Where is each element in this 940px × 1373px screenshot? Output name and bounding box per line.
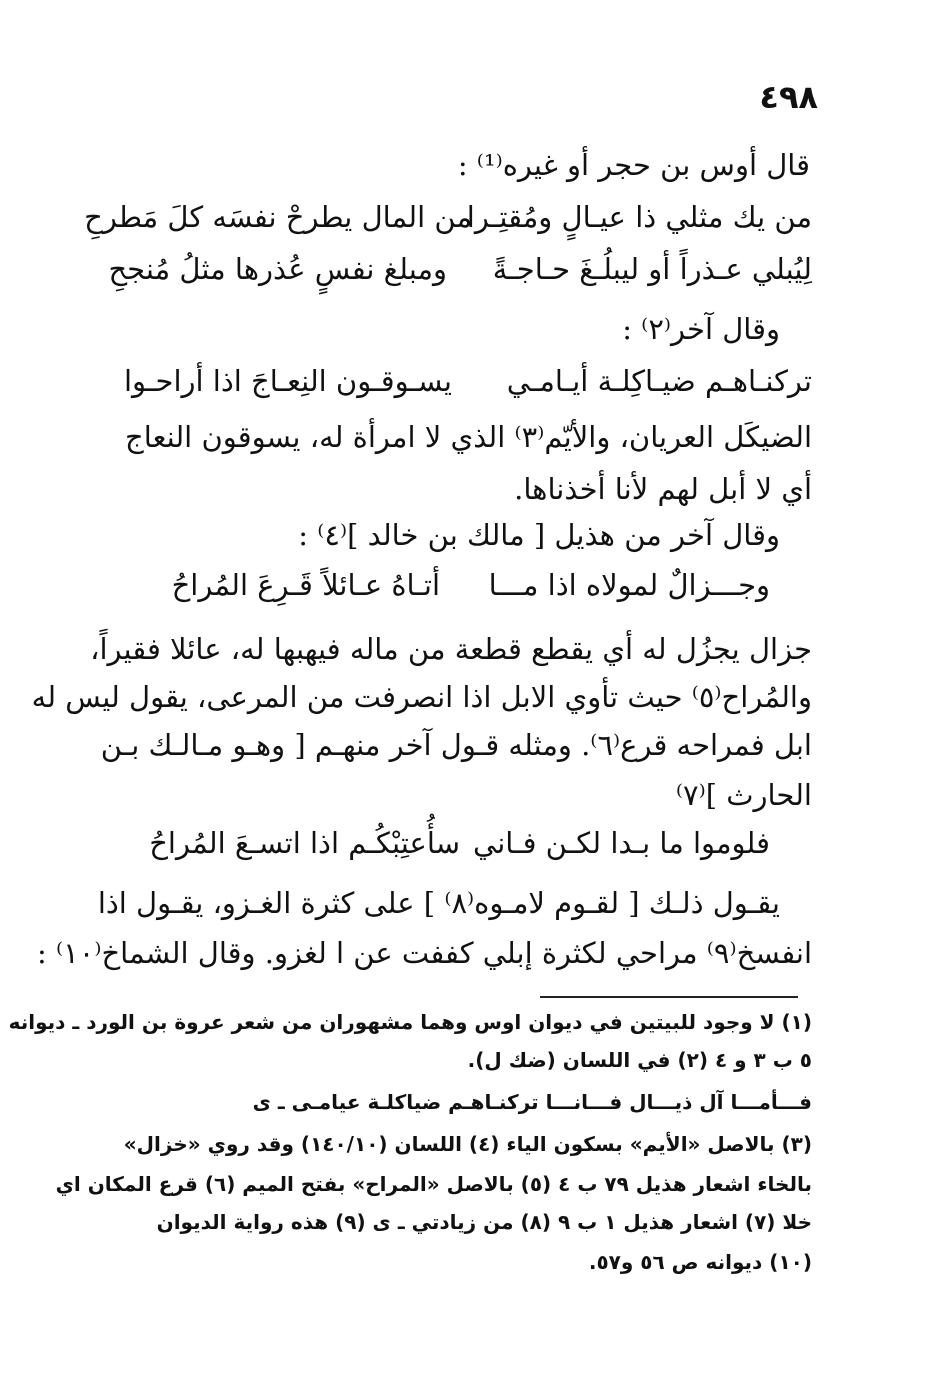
intro-line: قال أوس بن حجر أو غيره⁽¹⁾ : [457, 148, 810, 182]
verse-second-hemistich: أتـاهُ عـائلاً قَـرِعَ المُراحُ [171, 568, 440, 602]
footnote-line: فـــأمـــا آل ذيـــال فـــانـــا تركنـاهـم ضياكلـة عيامـى ـ ى [252, 1090, 812, 1114]
prose-line: والمُراح⁽٥⁾ حيث تأوي الابل اذا انصرفت من المرعى، يقول ليس له [31, 680, 812, 714]
verse-first-hemistich: تركنـاهـم ضيـاكِلـة أيـامـي [506, 364, 812, 398]
prose-line: انفسخ⁽٩⁾ مراحي لكثرة إبلي كففت عن ا لغزو. وقال الشماخ⁽١٠⁾ : [37, 936, 812, 970]
prose-line: أي لا أبل لهم لأنا أخذناها. [514, 472, 812, 506]
intro-line: وقال آخر من هذيل [ مالك بن خالد ]⁽٤⁾ : [298, 518, 780, 552]
footnote-line: (١) لا وجود للبيتين في ديوان اوس وهما مشهوران من شعر عروة بن الورد ـ ديوانه [8, 1010, 812, 1034]
footnote-line: (٣) بالاصل «الأيم» بسكون الياء (٤) اللسان (١٤٠/١٠) وقد روي «خزال» [123, 1132, 812, 1156]
verse-first-hemistich: لِيُبلي عـذراً أو ليبلُـغَ حـاجـةً [492, 252, 812, 286]
intro-line: وقال آخر⁽٢⁾ : [622, 312, 780, 346]
prose-line: الضيكَل العريان، والأيّم⁽٣⁾ الذي لا امرأة له، يسوقون النعاج [125, 420, 812, 454]
prose-line: ابل فمراحه قرع⁽٦⁾. ومثله قـول آخر منهـم [ وهـو مـالـك بـن [100, 728, 812, 762]
prose-line: الحارث ]⁽٧⁾ [675, 778, 812, 812]
footnote-line: (١٠) ديوانه ص ٥٦ و٥٧. [588, 1250, 812, 1274]
verse-second-hemistich: سأُعتِبْكُـم اذا اتسـعَ المُراحُ [149, 826, 460, 860]
verse-first-hemistich: من يك مثلي ذا عيـالٍ ومُقتِـرا [466, 200, 812, 234]
footnote-separator [540, 996, 798, 998]
prose-line: يقـول ذلـك [ لقـوم لامـوه⁽٨⁾ ] على كثرة الغـزو، يقـول اذا [97, 886, 780, 920]
page-number: ٤٩٨ [759, 78, 818, 116]
prose-line: جزال يجزُل له أي يقطع قطعة من ماله فيهبها له، عائلا فقيراً، [90, 632, 812, 666]
verse-second-hemistich: يسـوقـون النِعـاجَ اذا أراحـوا [123, 364, 452, 398]
verse-second-hemistich: ومبلغ نفسٍ عُذرها مثلُ مُنجحِ [108, 252, 447, 286]
verse-first-hemistich: وجـــزالٌ لمولاه اذا مـــا [488, 568, 770, 602]
verse-second-hemistich: من المال يطرحْ نفسَه كلَ مَطرحِ [84, 200, 472, 234]
footnote-line: بالخاء اشعار هذيل ٧٩ ب ٤ (٥) بالاصل «المراح» بفتح الميم (٦) قرع المكان اي [55, 1172, 812, 1196]
verse-first-hemistich: فلوموا ما بـدا لكـن فـاني [473, 826, 770, 860]
footnote-line: خلا (٧) اشعار هذيل ١ ب ٩ (٨) من زيادتي ـ ى (٩) هذه رواية الديوان [156, 1210, 812, 1234]
footnote-line: ٥ ب ٣ و ٤ (٢) في اللسان (ضك ل). [467, 1048, 812, 1072]
